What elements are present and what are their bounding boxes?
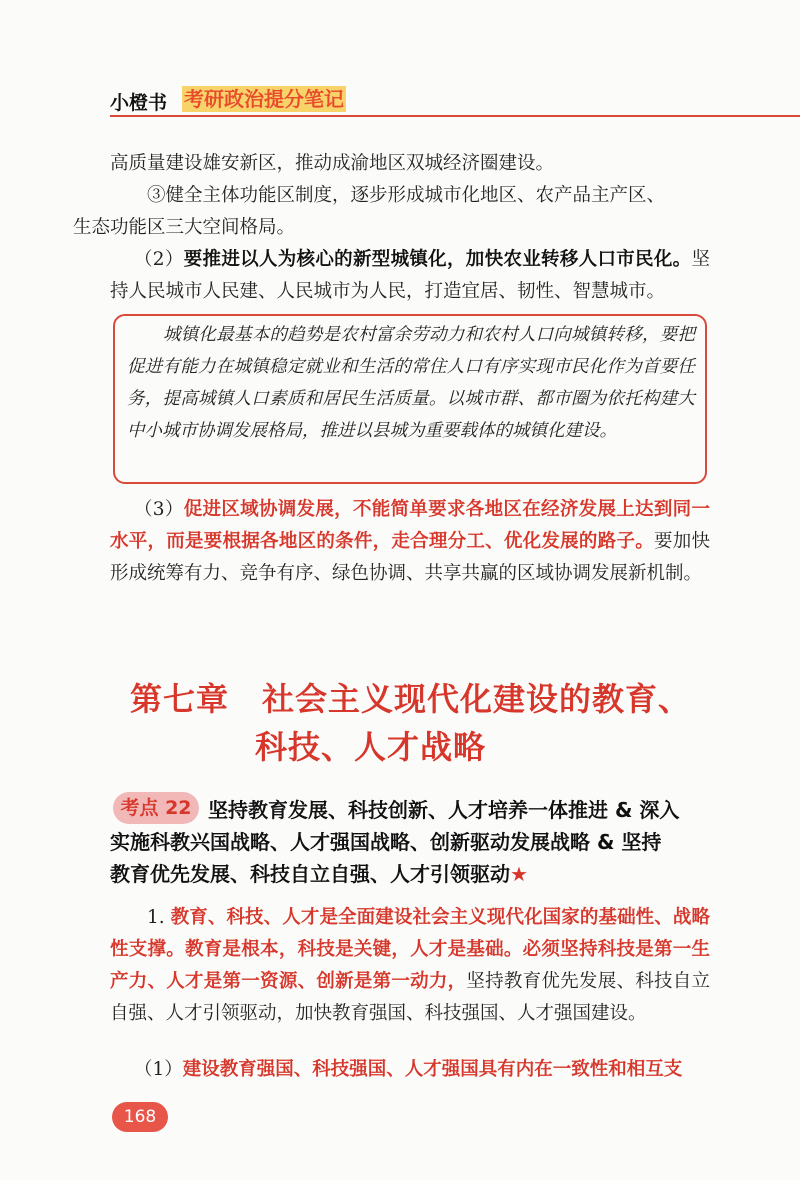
paragraph-1: 高质量建设雄安新区，推动成渝地区双城经济圈建设。 — [110, 153, 555, 174]
running-header — [110, 84, 800, 118]
paragraph-4-rest: 要加快形成统筹有力、竞争有序、绿色协调、共享共赢的区域协调发展新机制。 — [110, 531, 710, 584]
chapter-title-line-1: 第七章 社会主义现代化建设的教育、 — [130, 680, 692, 718]
section-1-number: 1. — [147, 907, 165, 928]
paragraph-3-bold: 要推进以人为核心的新型城镇化，加快农业转移人口市民化。 — [183, 249, 692, 270]
kaodian-title-line-2: 实施科教兴国战略、人才强国战略、创新驱动发展战略 & 坚持 — [110, 830, 662, 854]
section-1 — [110, 902, 710, 1030]
section-1-rest: 坚持教育优先发展、科技自立自强、人才引领驱动，加快教育强国、科技强国、人才强国建设。 — [110, 971, 710, 1024]
page-number: 168 — [112, 1102, 168, 1132]
paragraph-3-number: （2） — [134, 249, 184, 270]
paragraph-4 — [110, 494, 710, 590]
paragraph-4-number: （3） — [134, 499, 184, 520]
paragraph-3 — [110, 244, 710, 308]
kaodian-title-line-1: 坚持教育发展、科技创新、人才培养一体推进 & 深入 — [208, 798, 680, 822]
paragraph-4-red-a: 促进区域协调发展，不能简单要求各地区在经济发展上达到 — [183, 499, 673, 520]
kaodian-title-line-3-text: 教育优先发展、科技自立自强、人才引领驱动 — [110, 862, 510, 886]
kaodian-badge: 考点 22 — [113, 792, 199, 824]
note-text: 城镇化最基本的趋势是农村富余劳动力和农村人口向城镇转移，要把促进有能力在城镇稳定就业和生活的常住人口有序实现市民化作为首要任务，提高城镇人口素质和居民生活质量。以城市群、都市圈为依托构建大中小城市协调发展格局，推进以县城为重要载体的城镇化建设。 — [127, 325, 695, 441]
book-subtitle: 考研政治提分笔记 — [184, 87, 344, 111]
section-1-red: 教育、科技、人才是全面建设社会主义现代化国家的基础性、战略性支撑。教育是根本，科技是关键，人才是基础。必须坚持科技是第一生产力、人才是第一资源、创新是第一动力， — [110, 907, 710, 992]
star-icon: ★ — [510, 862, 528, 886]
section-2-red: 建设教育强国、科技强国、人才强国具有内在一致性和相互支 — [182, 1059, 683, 1080]
paragraph-2 — [73, 180, 710, 244]
book-brand: 小橙书 — [110, 92, 168, 114]
paragraph-4-red-b: 同一水平，而是要根据各地区的条件，走合理分工、优化发展的路子。 — [110, 499, 710, 552]
section-2 — [110, 1054, 710, 1086]
kaodian-title-line-3 — [110, 858, 528, 887]
chapter-title-line-2: 科技、人才战略 — [255, 728, 487, 766]
section-2-number: （1） — [134, 1059, 183, 1080]
paragraph-2-line-2: 生态功能区三大空间格局。 — [73, 217, 296, 238]
header-rule — [110, 115, 800, 117]
paragraph-2-line-1: ③健全主体功能区制度，逐步形成城市化地区、农产品主产区、 — [147, 185, 666, 206]
paragraph-3-rest: 坚持人民城市人民建、人民城市为人民，打造宜居、韧性、智慧城市。 — [110, 249, 710, 302]
